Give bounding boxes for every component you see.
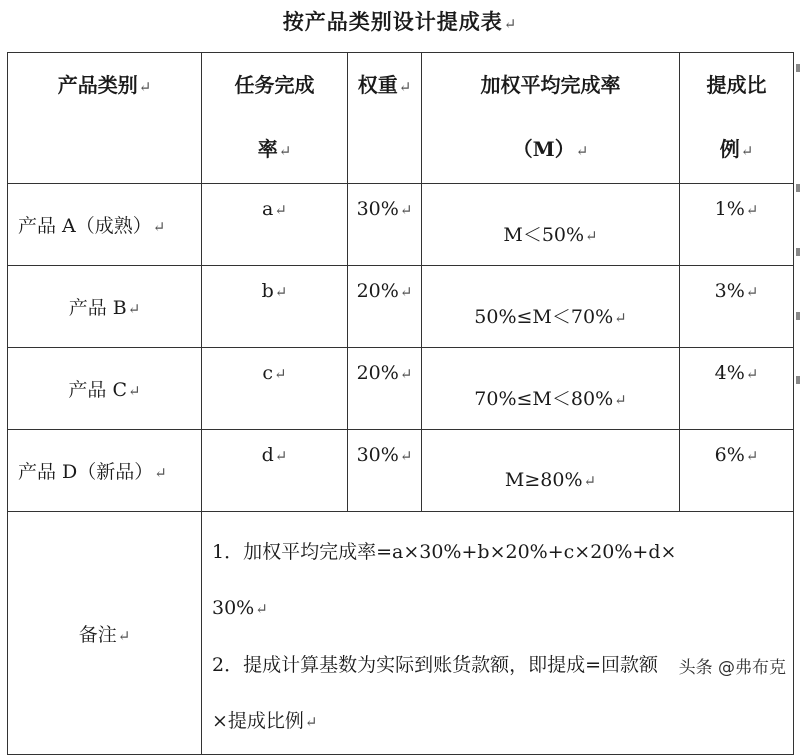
row-commission: 1%↵ bbox=[680, 184, 794, 266]
row-weight: 30%↵ bbox=[348, 430, 422, 512]
edge-marker bbox=[796, 248, 800, 256]
row-rate: b↵ bbox=[202, 266, 348, 348]
row-rate: d↵ bbox=[202, 430, 348, 512]
table-row bbox=[8, 184, 794, 266]
row-weight: 20%↵ bbox=[348, 266, 422, 348]
remark-content bbox=[202, 512, 794, 755]
edge-marker bbox=[796, 312, 800, 320]
row-commission: 3%↵ bbox=[680, 266, 794, 348]
row-commission: 6%↵ bbox=[680, 430, 794, 512]
remark-label: 备注↵ bbox=[8, 512, 202, 755]
watermark: 头条 @弗布克 bbox=[679, 653, 786, 678]
table-title: 按产品类别设计提成表↵ bbox=[282, 9, 518, 34]
row-rate: c↵ bbox=[202, 348, 348, 430]
row-weight: 30%↵ bbox=[348, 184, 422, 266]
remark-line-2: 30%↵ bbox=[212, 597, 268, 619]
row-range: M≥80%↵ bbox=[422, 430, 680, 512]
remark-line-1: 1．加权平均完成率=a×30%+b×20%+c×20%+d× bbox=[212, 541, 677, 563]
table-row bbox=[8, 266, 794, 348]
row-range: M＜50%↵ bbox=[422, 184, 680, 266]
row-commission: 4%↵ bbox=[680, 348, 794, 430]
header-commission-ratio: 提成比 例↵ bbox=[680, 53, 794, 184]
remark-row bbox=[8, 512, 794, 755]
edge-marker bbox=[796, 376, 800, 384]
edge-marker bbox=[796, 184, 800, 192]
header-weight: 权重↵ bbox=[348, 53, 422, 184]
remark-line-3: 2．提成计算基数为实际到账货款额，即提成=回款额 bbox=[212, 654, 659, 676]
table-row bbox=[8, 348, 794, 430]
row-category: 产品 D（新品）↵ bbox=[8, 430, 202, 512]
row-category: 产品 C↵ bbox=[8, 348, 202, 430]
header-weighted-rate: 加权平均完成率 （M）↵ bbox=[422, 53, 680, 184]
row-range: 50%≤M＜70%↵ bbox=[422, 266, 680, 348]
edge-marker bbox=[796, 64, 800, 72]
row-category: 产品 B↵ bbox=[8, 266, 202, 348]
commission-table bbox=[7, 52, 794, 755]
header-category: 产品类别↵ bbox=[8, 53, 202, 184]
remark-line-4: ×提成比例↵ bbox=[212, 710, 318, 732]
row-weight: 20%↵ bbox=[348, 348, 422, 430]
row-range: 70%≤M＜80%↵ bbox=[422, 348, 680, 430]
row-category: 产品 A（成熟）↵ bbox=[8, 184, 202, 266]
header-completion-rate: 任务完成 率↵ bbox=[202, 53, 348, 184]
table-row bbox=[8, 430, 794, 512]
row-rate: a↵ bbox=[202, 184, 348, 266]
header-row bbox=[8, 53, 794, 184]
